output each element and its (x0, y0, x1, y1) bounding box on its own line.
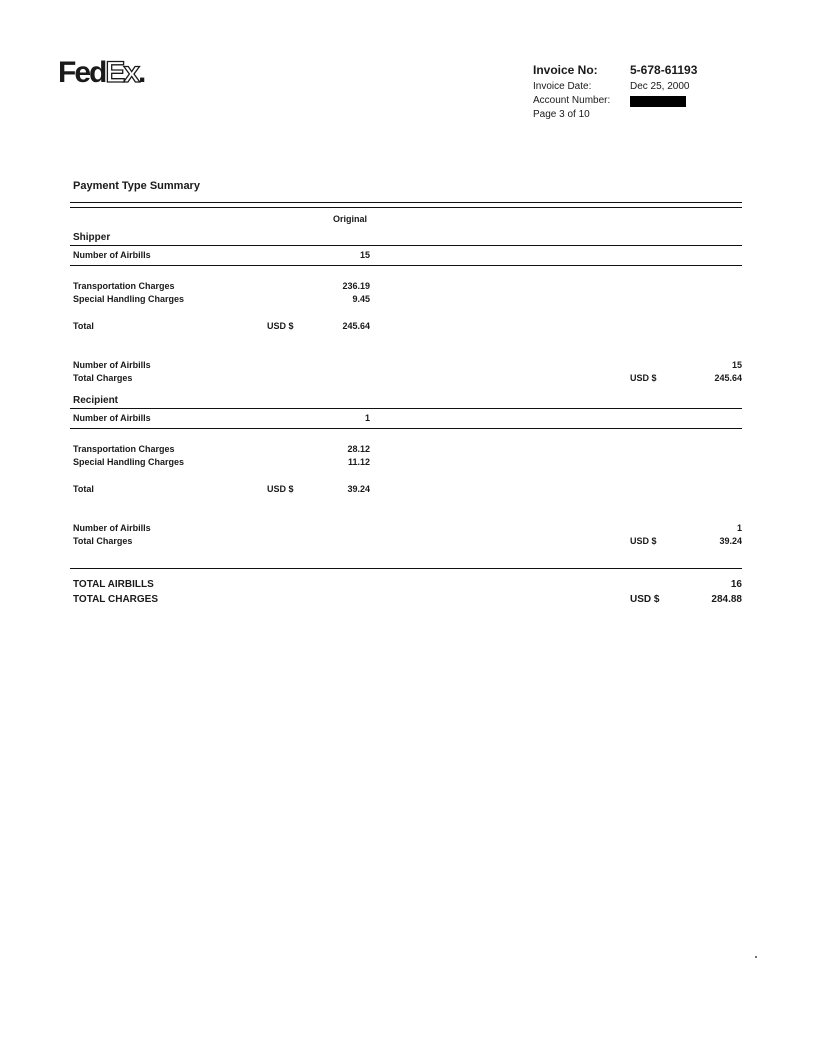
charge-row (70, 280, 742, 293)
logo-fed-text: Fed (58, 56, 106, 89)
section-total-row (70, 483, 742, 496)
invoice-number-label: Invoice No: (533, 63, 598, 77)
summary-airbills-row (70, 522, 742, 535)
account-number-redaction (630, 96, 686, 107)
section-total-value: 39.24 (347, 484, 370, 494)
charge-label: Special Handling Charges (73, 457, 185, 467)
charge-label: Transportation Charges (73, 444, 175, 454)
fedex-logo (58, 56, 146, 90)
invoice-date-row (533, 80, 743, 94)
currency-label: USD $ (630, 594, 660, 605)
currency-label: USD $ (267, 321, 294, 331)
grand-total-charges-value: 284.88 (711, 594, 742, 605)
summary-charges-row (70, 372, 742, 385)
airbills-value: 1 (364, 413, 370, 423)
invoice-header (533, 62, 743, 122)
grand-total-airbills-row (70, 577, 742, 592)
scan-artifact-dot (755, 956, 757, 958)
summary-charges-value: 245.64 (714, 373, 742, 383)
charge-label: Transportation Charges (73, 281, 175, 291)
summary-charges-label: Total Charges (73, 536, 133, 546)
summary-charges-row (70, 535, 742, 548)
page-number-text: Page 3 of 10 (533, 109, 590, 120)
grand-total-airbills-value: 16 (730, 579, 742, 590)
section-total-label: Total (73, 484, 94, 494)
charge-row (70, 456, 742, 469)
page-number-row (533, 108, 743, 122)
invoice-date-value: Dec 25, 2000 (630, 81, 690, 92)
spacer (70, 496, 742, 522)
currency-label: USD $ (630, 536, 657, 546)
column-header-original: Original (333, 214, 368, 224)
charge-row (70, 293, 742, 306)
summary-charges-label: Total Charges (73, 373, 133, 383)
double-rule (70, 202, 742, 208)
airbills-row (70, 249, 742, 266)
summary-airbills-value: 15 (731, 360, 742, 370)
account-number-label: Account Number: (533, 95, 611, 106)
section-heading-recipient: Recipient (70, 395, 742, 409)
section-total-label: Total (73, 321, 94, 331)
charge-label: Special Handling Charges (73, 294, 185, 304)
summary-airbills-label: Number of Airbills (73, 360, 151, 370)
summary-airbills-row (70, 359, 742, 372)
charge-value: 11.12 (347, 457, 370, 467)
section-total-value: 245.64 (342, 321, 370, 331)
spacer (70, 385, 742, 395)
summary-airbills-label: Number of Airbills (73, 523, 151, 533)
currency-label: USD $ (630, 373, 657, 383)
airbills-label: Number of Airbills (73, 413, 151, 423)
invoice-number-value: 5-678-61193 (630, 63, 698, 77)
charge-value: 236.19 (342, 281, 370, 291)
account-number-row (533, 94, 743, 108)
charge-value: 28.12 (347, 444, 370, 454)
charge-row (70, 443, 742, 456)
airbills-value: 15 (359, 250, 370, 260)
page-title: Payment Type Summary (73, 180, 200, 192)
payment-summary (70, 180, 742, 607)
grand-total-charges-row (70, 592, 742, 607)
logo-ex-text: Ex (105, 56, 139, 89)
summary-charges-value: 39.24 (719, 536, 742, 546)
grand-total-rule (70, 568, 742, 569)
summary-airbills-value: 1 (736, 523, 742, 533)
currency-label: USD $ (267, 484, 294, 494)
grand-total-charges-label: TOTAL CHARGES (73, 594, 159, 605)
grand-total-airbills-label: TOTAL AIRBILLS (73, 579, 154, 590)
section-heading-shipper: Shipper (70, 232, 742, 246)
invoice-date-label: Invoice Date: (533, 81, 592, 92)
spacer (70, 469, 742, 483)
spacer (70, 306, 742, 320)
spacer (70, 333, 742, 359)
charge-value: 9.45 (352, 294, 370, 304)
section-total-row (70, 320, 742, 333)
logo-dot: . (138, 56, 147, 89)
airbills-label: Number of Airbills (73, 250, 151, 260)
invoice-number-row (533, 62, 743, 78)
airbills-row (70, 412, 742, 429)
